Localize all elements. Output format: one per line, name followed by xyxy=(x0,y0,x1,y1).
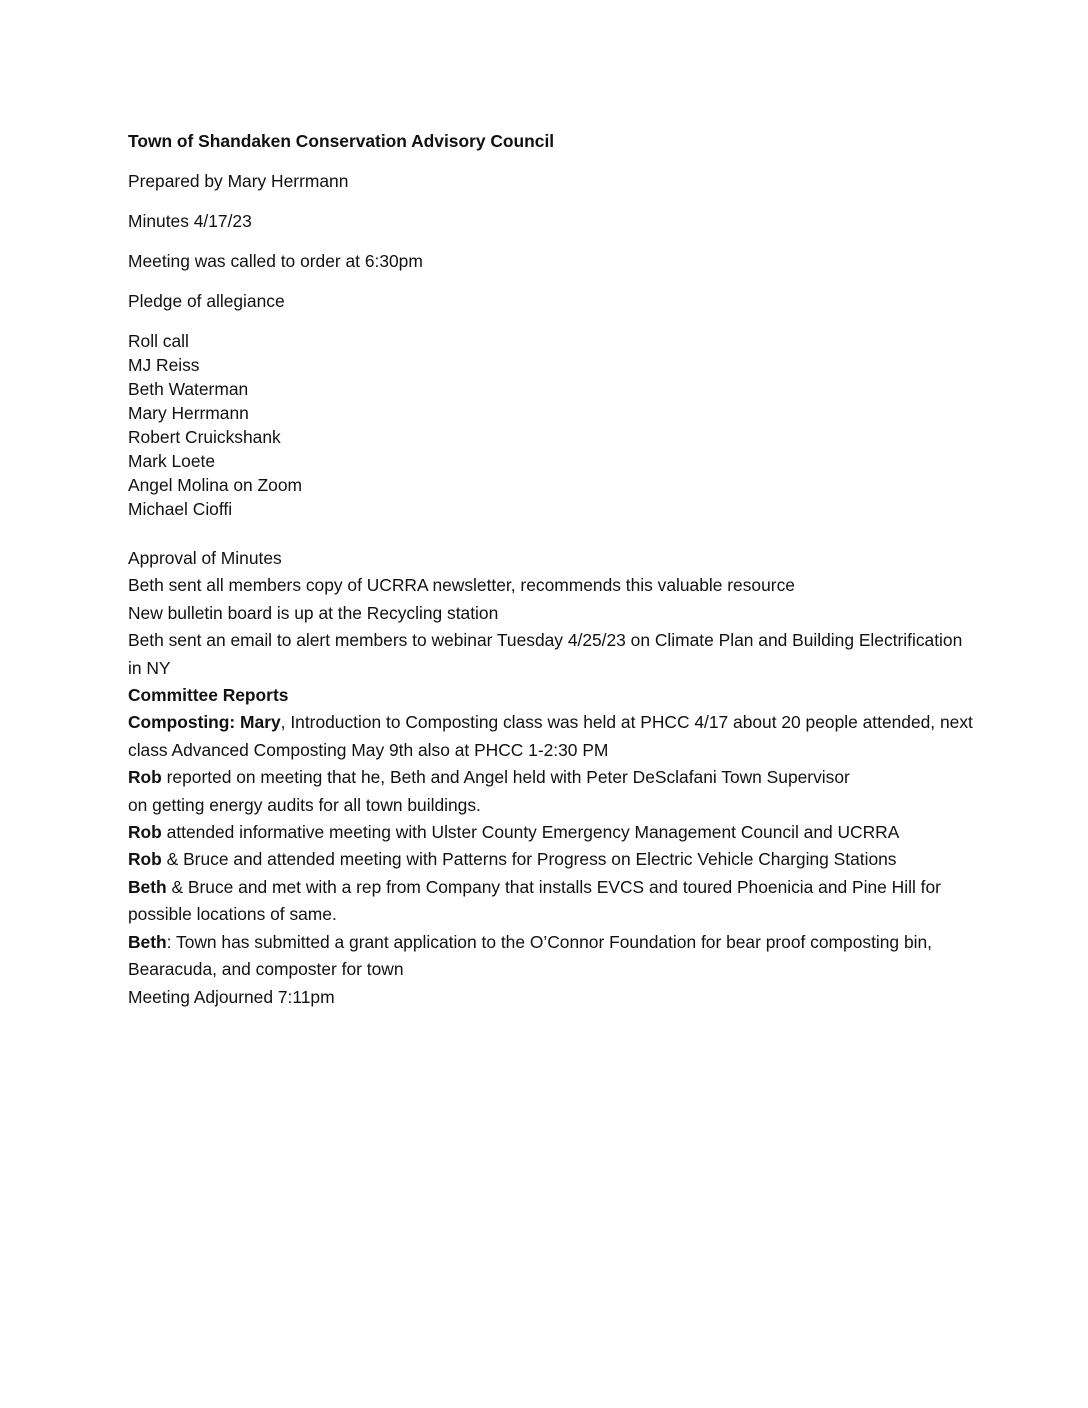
rob-report-energy-cont: on getting energy audits for all town buildings. xyxy=(128,794,481,815)
rob-text: attended informative meeting with Ulster County Emergency Management Council and UCRRA xyxy=(161,822,900,843)
beth-text: & Bruce and met with a rep from Company that installs EVCS and toured Phoenicia and Pine Hill for possible locations of same. xyxy=(128,876,941,925)
beth-report-evcs xyxy=(128,874,978,929)
composting-lead: Composting: Mary xyxy=(128,712,281,733)
bulletin-item: New bulletin board is up at the Recycling station xyxy=(128,602,499,623)
prepared-by: Prepared by Mary Herrmann xyxy=(128,171,349,191)
roll-call-member: Mary Herrmann xyxy=(128,403,249,423)
roll-call-member: Angel Molina on Zoom xyxy=(128,475,302,495)
minutes-body xyxy=(128,545,978,1011)
composting-text: , Introduction to Composting class was held at PHCC 4/17 about 20 people attended, next class Advanced Composting May 9th also at PHCC 1-2:30 PM xyxy=(128,712,973,760)
rob-report-energy xyxy=(128,764,978,791)
beth-lead: Beth xyxy=(128,931,167,952)
composting-report xyxy=(128,709,978,764)
roll-call-member: Mark Loete xyxy=(128,451,215,471)
document-title: Town of Shandaken Conservation Advisory Council xyxy=(128,131,555,151)
rob-report-evcs xyxy=(128,846,978,873)
minutes-document xyxy=(128,129,978,1011)
rob-text: reported on meeting that he, Beth and Angel held with Peter DeSclafani Town Supervisor xyxy=(161,767,850,788)
roll-call-member: Robert Cruickshank xyxy=(128,427,281,447)
meeting-adjourned: Meeting Adjourned 7:11pm xyxy=(128,986,335,1007)
rob-lead: Rob xyxy=(128,822,162,843)
rob-report-emergency xyxy=(128,819,978,846)
beth-report-grant xyxy=(128,929,978,984)
rob-lead: Rob xyxy=(128,767,162,788)
roll-call xyxy=(128,329,978,521)
approval-of-minutes: Approval of Minutes xyxy=(128,548,282,568)
minutes-date: Minutes 4/17/23 xyxy=(128,211,252,231)
webinar-item: Beth sent an email to alert members to webinar Tuesday 4/25/23 on Climate Plan and Building Electrification in NY xyxy=(128,630,963,678)
rob-lead: Rob xyxy=(128,849,162,870)
roll-call-heading: Roll call xyxy=(128,331,189,351)
pledge: Pledge of allegiance xyxy=(128,291,285,311)
newsletter-item: Beth sent all members copy of UCRRA newsletter, recommends this valuable resource xyxy=(128,575,795,596)
roll-call-member: Michael Cioffi xyxy=(128,499,233,519)
committee-reports-heading: Committee Reports xyxy=(128,685,289,706)
roll-call-member: MJ Reiss xyxy=(128,355,200,375)
beth-lead: Beth xyxy=(128,876,167,897)
roll-call-member: Beth Waterman xyxy=(128,379,249,399)
beth-text: : Town has submitted a grant application to the O’Connor Foundation for bear proof composting bin, Bearacuda, and composter for town xyxy=(128,931,932,980)
rob-text: & Bruce and attended meeting with Patterns for Progress on Electric Vehicle Charging Stations xyxy=(161,849,897,870)
call-to-order: Meeting was called to order at 6:30pm xyxy=(128,251,423,271)
